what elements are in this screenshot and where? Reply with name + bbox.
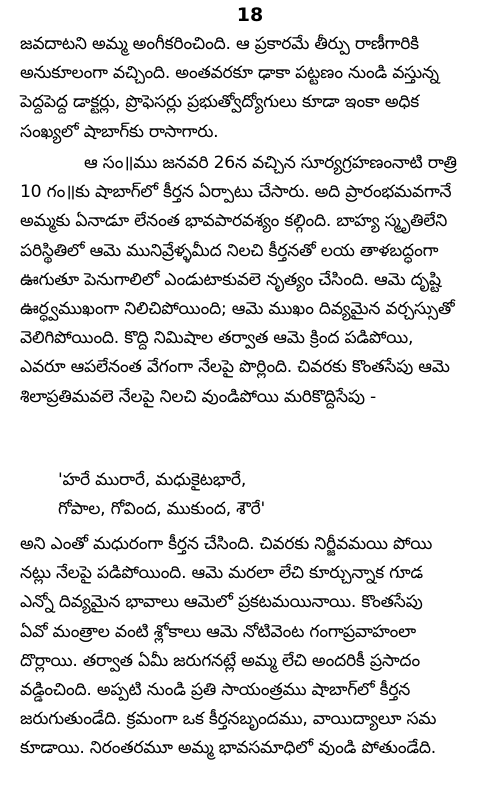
text-line: అనుకూలంగా వచ్చింది. అంతవరకూ ఢాకా పట్టణం నుండి వస్తున్న — [20, 63, 439, 84]
text-line: ఎన్నో దివ్యమైన భావాలు ఆమెలో ప్రకటమయినాయి. కొంతసేపు — [20, 592, 423, 613]
text-line: ఆ సం॥ము జనవరి 26న వచ్చిన సూర్యగ్రహణంనాటి రాత్రి — [84, 153, 457, 173]
quoted-verse — [58, 466, 478, 524]
verse-line: గోపాల, గోవింద, ముకుంద, శౌరే' — [58, 499, 266, 519]
text-line: ఊర్ధ్వముఖంగా నిలిచిపోయింది; ఆమె ముఖం దివ్యమైన వర్చస్సుతో — [20, 299, 455, 320]
text-line: ఊగుతూ పెనుగాలిలో ఎండుటాకువలె నృత్యం చేసింది. ఆమె దృష్టి — [20, 269, 441, 290]
text-line: కూడాయి. నిరంతరమూ అమ్మ భావసమాధిలో వుండి పోతుండేది. — [20, 738, 436, 759]
paragraph-3 — [20, 530, 490, 764]
page-number: 18 — [236, 4, 264, 26]
verse-line: 'హరే మురారే, మధుకైటభారే, — [58, 470, 247, 490]
text-line: ఎవరూ ఆపలేనంత వేగంగా నేలపై పొర్లింది. చివరకు కొంతసేపు ఆమె — [20, 357, 450, 378]
text-line: జవదాటని అమ్మ అంగీకరించింది. ఆ ప్రకారమే తీర్పు రాణీగారికి — [20, 34, 419, 54]
text-line: నట్లు నేలపై పడిపోయింది. ఆమె మరలా లేచి కూర్చున్నాక గూడ — [20, 563, 423, 584]
paragraph-1 — [20, 30, 490, 147]
text-line: ఏవో మంత్రాల వంటి శ్లోకాలు ఆమె నోటివెంట గంగాప్రవాహంలా — [20, 621, 416, 642]
text-line: వడ్డించింది. అప్పటి నుండి ప్రతి సాయంత్రము షాబాగ్‌లో కీర్తన — [20, 680, 411, 701]
text-line: 10 గం॥కు షాబాగ్‌లో కీర్తన ఏర్పాటు చేసారు. అది ప్రారంభమవగానే — [20, 182, 452, 203]
text-line: వెలిగిపోయింది. కొద్ది నిమిషాల తర్వాత ఆమె క్రింద పడిపోయి, — [20, 328, 414, 349]
text-line: దొర్లాయి. తర్వాత ఏమీ జరుగనట్లే అమ్మ లేచి అందరికీ ప్రసాదం — [20, 650, 420, 671]
text-line: శిలాప్రతిమవలె నేలపై నిలచి వుండిపోయి మరికొద్దిసేపు - — [20, 386, 376, 407]
text-line: పరిస్థితిలో ఆమె మునివ్రేళ్ళమీద నిలచి కీర్తనతో లయ తాళబద్ధంగా — [20, 240, 439, 261]
text-line: పెద్దపెద్ద డాక్టర్లు, ప్రొఫెసర్లు ప్రభుత్వోద్యోగులు కూడా ఇంకా అధిక — [20, 92, 419, 113]
text-line: అమ్మకు ఏనాడూ లేనంత భావపారవశ్యం కల్గింది. బాహ్య స్మృతిలేని — [20, 211, 448, 232]
text-line: సంఖ్యలో షాబాగ్‌కు రాసాగారు. — [20, 121, 219, 142]
text-line: అని ఎంతో మధురంగా కీర్తన చేసింది. చివరకు నిర్జీవమయి పోయి — [20, 534, 433, 554]
paragraph-2 — [20, 149, 490, 412]
text-line: జరుగుతుండేది. క్రమంగా ఒక కీర్తనబృందము, వాయిద్యాలూ సమ — [20, 709, 437, 730]
